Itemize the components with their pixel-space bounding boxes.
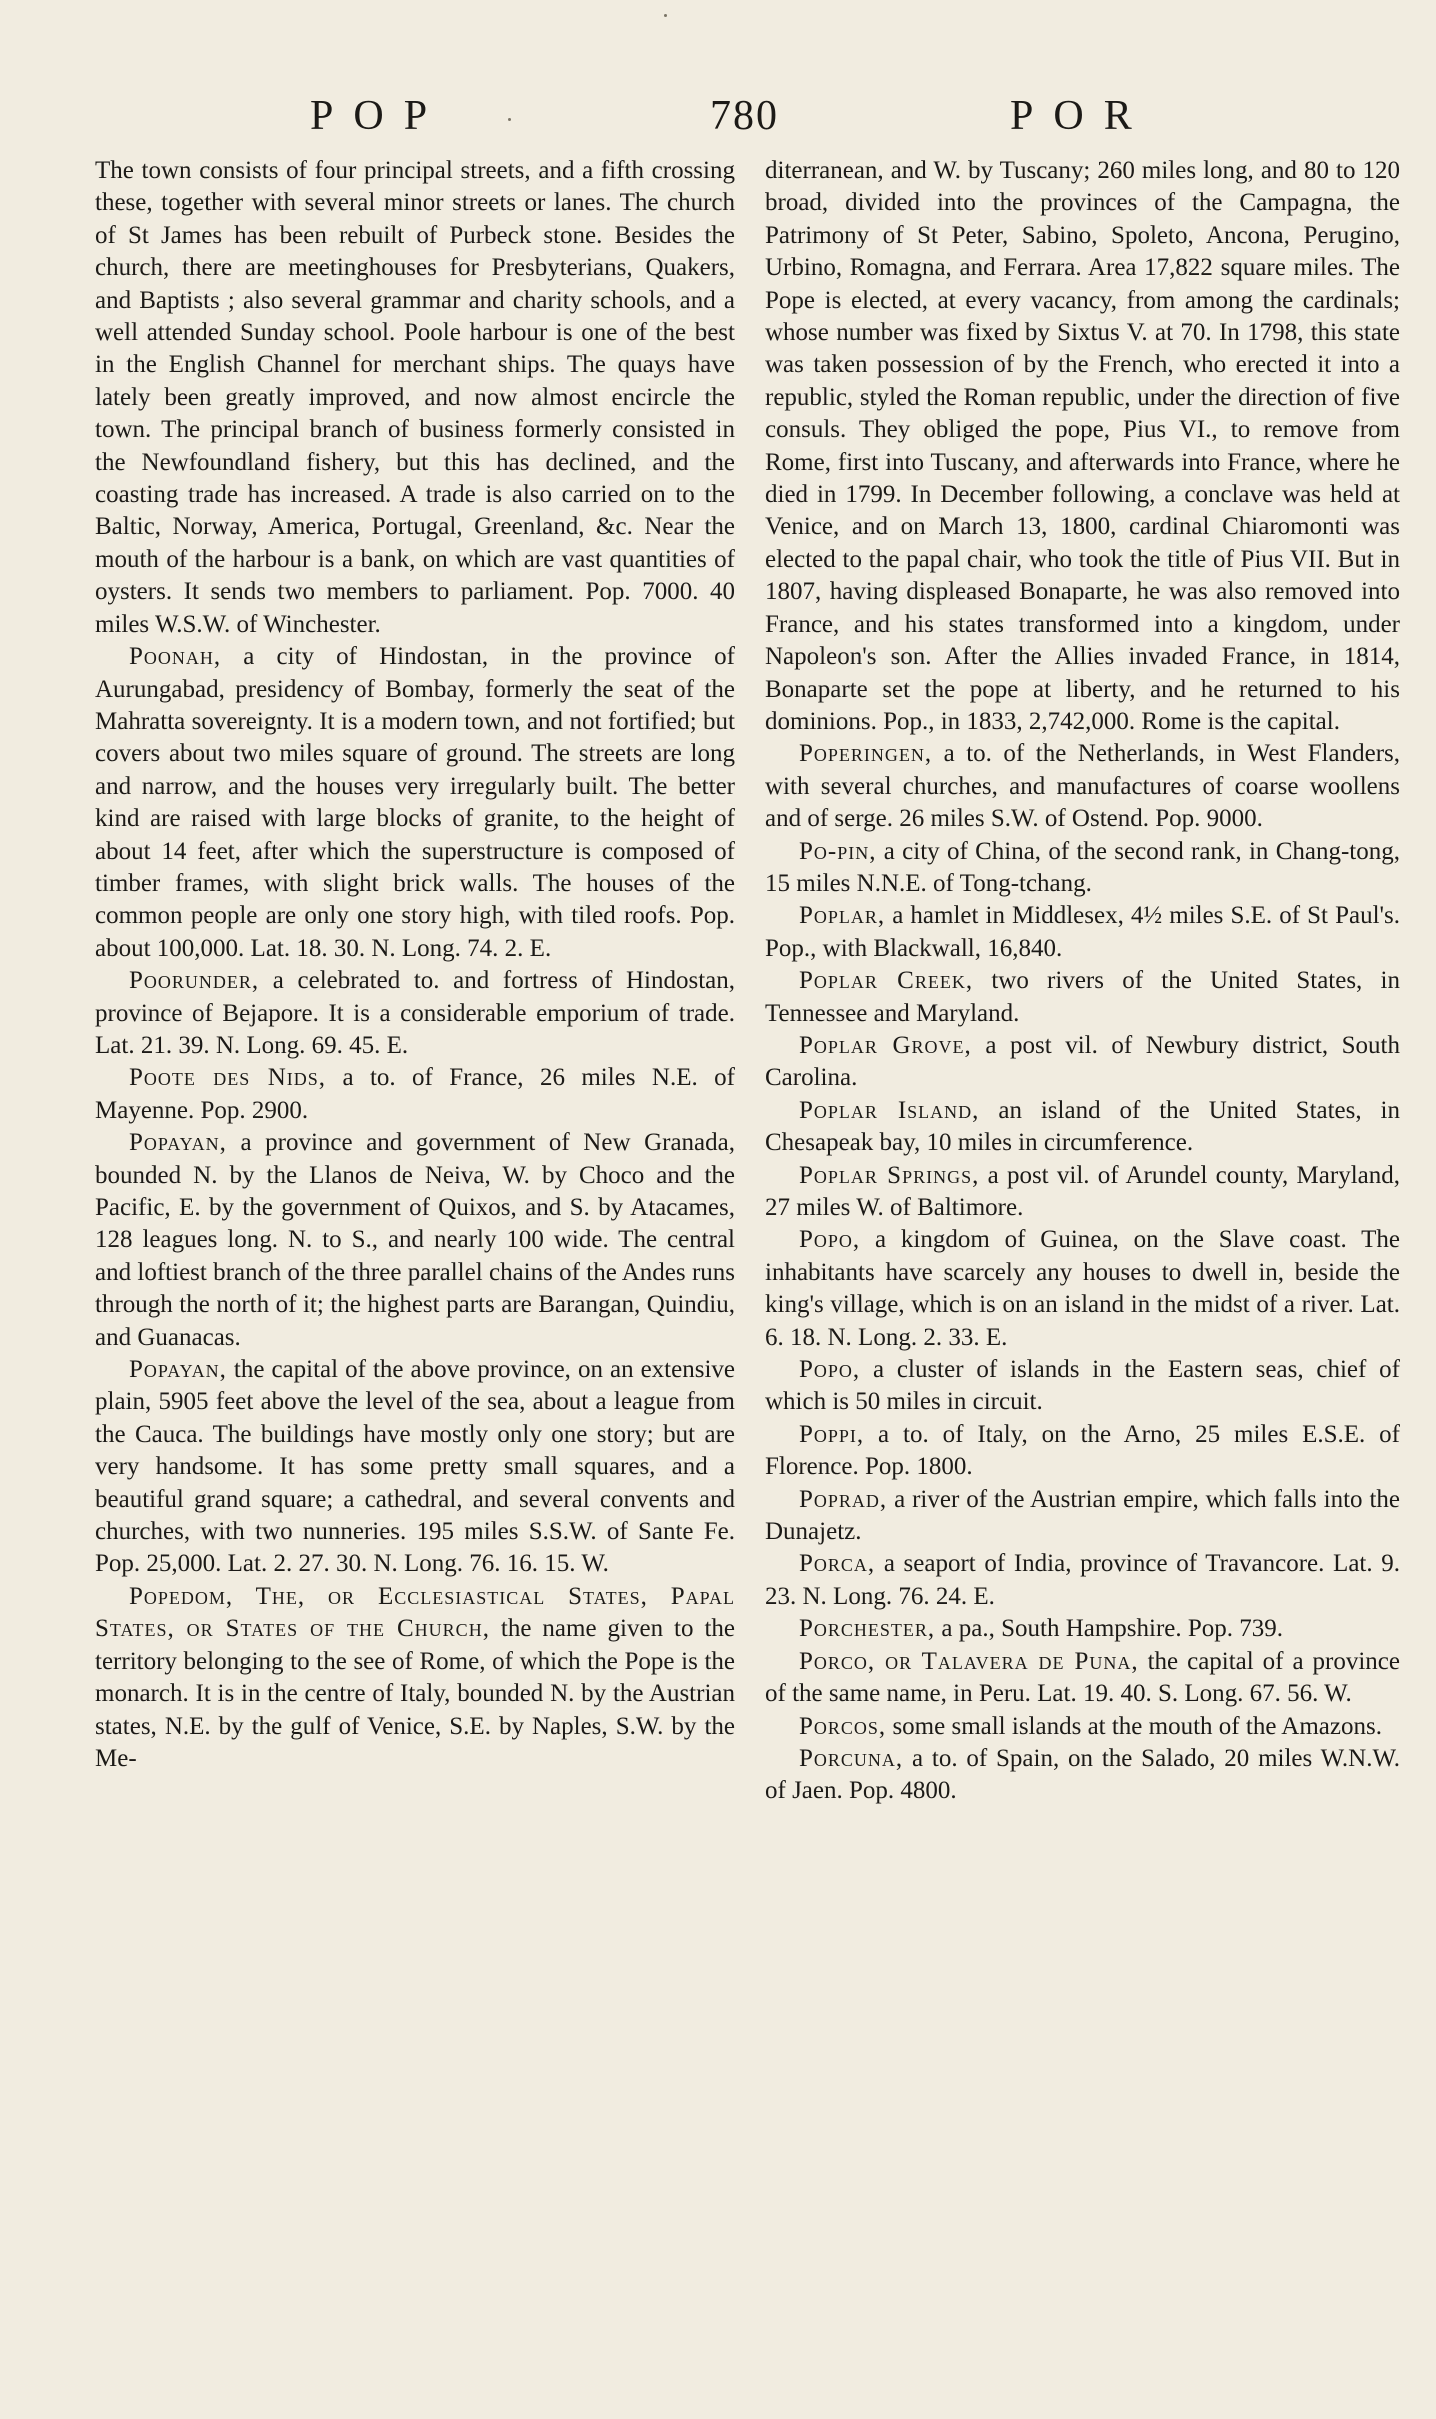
- entry-headword: Po-pin,: [799, 837, 877, 865]
- entry: [95, 1062, 735, 1127]
- entry-text: a seaport of India, province of Travancore. Lat. 9. 23. N. Long. 76. 24. E.: [765, 1550, 1400, 1610]
- entry: [765, 1354, 1400, 1419]
- entry-headword: Popo,: [799, 1356, 861, 1384]
- entry: [95, 1354, 735, 1581]
- running-header: [95, 92, 1350, 142]
- entry-text: some small islands at the mouth of the Amazons.: [886, 1712, 1382, 1740]
- entry-text: a to. of the Netherlands, in West Flanders, with several churches, and manufactures of coarse woollens and of serge. 26 miles S.W. of Ostend. Pop. 9000.: [765, 740, 1400, 833]
- paper-spot: [664, 14, 667, 17]
- entry: [765, 1095, 1400, 1160]
- header-right-guide-word: POR: [1010, 93, 1152, 139]
- entry-text: The town consists of four principal streets, and a fifth crossing these, together with several minor streets or lanes. The church of St James has been rebuilt of Purbeck stone. Besides the church, there are meetinghouses for Presbyterians, Quakers, and Baptists ; also several grammar and charity schools, and a well attended Sunday school. Poole harbour is one of the best in the English Channel for merchant ships. The quays have lately been greatly improved, and now almost encircle the town. The principal branch of business formerly consisted in the Newfoundland fishery, but this has declined, and the coasting trade has increased. A trade is also carried on to the Baltic, Norway, America, Portugal, Greenland, &c. Near the mouth of the harbour is a bank, on which are vast quantities of oysters. It sends two members to parliament. Pop. 7000. 40 miles W.S.W. of Winchester.: [95, 157, 735, 638]
- entry-headword: Poonah,: [129, 643, 222, 671]
- entry-text: a city of China, of the second rank, in Chang-tong, 15 miles N.N.E. of Tong-tchang.: [765, 837, 1400, 897]
- entry: [765, 900, 1400, 965]
- entry: [765, 965, 1400, 1030]
- entry: [765, 738, 1400, 835]
- entry-text: a cluster of islands in the Eastern seas, chief of which is 50 miles in circuit.: [765, 1356, 1400, 1416]
- entry-headword: Porca,: [799, 1550, 876, 1578]
- entry-headword: Poprad,: [799, 1485, 888, 1513]
- entry-text: a kingdom of Guinea, on the Slave coast. The inhabitants have scarcely any houses to dwell in, beside the king's village, which is on an island in the midst of a river. Lat. 6. 18. N. Long. 2. 33. E.: [765, 1226, 1400, 1351]
- entry-text: the name given to the territory belonging to the see of Rome, of which the Pope is the monarch. It is in the centre of Italy, bounded N. by the Austrian states, N.E. by the gulf of Venice, S.E. by Naples, S.W. by the Me-: [95, 1615, 735, 1772]
- entry-headword: Poplar Springs,: [799, 1161, 980, 1189]
- entry-headword: Poplar,: [799, 902, 886, 930]
- entry: [765, 1743, 1400, 1808]
- entry-headword: Popedom, The, or Ecclesiastical States, Papal States, or States of the Church,: [95, 1582, 735, 1643]
- entry: [765, 1224, 1400, 1354]
- entry: [765, 1160, 1400, 1225]
- right-column: [765, 155, 1400, 1808]
- entry: [765, 1646, 1400, 1711]
- entry: [95, 641, 735, 965]
- entry: [95, 965, 735, 1062]
- entry-text: a to. of Italy, on the Arno, 25 miles E.S.E. of Florence. Pop. 1800.: [765, 1420, 1400, 1481]
- entry-text: a post vil. of Arundel county, Maryland, 27 miles W. of Baltimore.: [765, 1161, 1400, 1221]
- entry-text: a to. of France, 26 miles N.E. of Mayenne. Pop. 2900.: [95, 1064, 735, 1124]
- entry: [765, 836, 1400, 901]
- header-left-guide-word: POP: [310, 93, 448, 139]
- entry-text: a pa., South Hampshire. Pop. 739.: [935, 1615, 1284, 1643]
- entry-text: a celebrated to. and fortress of Hindostan, province of Bejapore. It is a considerable emporium of trade. Lat. 21. 39. N. Long. 69. 45. E.: [95, 967, 735, 1059]
- entry-text: an island of the United States, in Chesapeak bay, 10 miles in circumference.: [765, 1096, 1400, 1157]
- entry-text: diterranean, and W. by Tuscany; 260 miles long, and 80 to 120 broad, divided into the provinces of the Campagna, the Patrimony of St Peter, Sabino, Spoleto, Ancona, Perugino, Urbino, Romagna, and Ferrara. Area 17,822 square miles. The Pope is elected, at every vacancy, from among the cardinals; whose number was fixed by Sixtus V. at 70. In 1798, this state was taken possession of by the French, who erected it into a republic, styled the Roman republic, under the direction of five consuls. They obliged the pope, Pius VI., to remove from Rome, first into Tuscany, and afterwards into France, where he died in 1799. In December following, a conclave was held at Venice, and on March 13, 1800, cardinal Chiaromonti was elected to the papal chair, who took the title of Pius VII. But in 1807, having displeased Bonaparte, he was also removed into France, and his states transformed into a kingdom, under Napoleon's son. After the Allies invaded France, in 1814, Bonaparte set the pope at liberty, and he returned to his dominions. Pop., in 1833, 2,742,000. Rome is the capital.: [765, 157, 1400, 735]
- entry: [95, 1581, 735, 1775]
- entry-text: a city of Hindostan, in the province of Aurungabad, presidency of Bombay, formerly the seat of the Mahratta sovereignty. It is a modern town, and not fortified; but covers about two miles square of ground. The streets are long and narrow, and the houses very irregularly built. The better kind are raised with large blocks of granite, to the height of about 14 feet, after which the superstructure is composed of timber frames, with slight brick walls. The houses of the common people are only one story high, with tiled roofs. Pop. about 100,000. Lat. 18. 30. N. Long. 74. 2. E.: [95, 643, 735, 962]
- entry-text: two rivers of the United States, in Tennessee and Maryland.: [765, 967, 1400, 1027]
- entry: [765, 1613, 1400, 1645]
- entry-headword: Poorunder,: [129, 967, 260, 995]
- entry: [765, 1548, 1400, 1613]
- entry-text: a river of the Austrian empire, which falls into the Dunajetz.: [765, 1485, 1400, 1546]
- entry-headword: Porchester,: [799, 1615, 936, 1643]
- entry-headword: Poplar Island,: [799, 1096, 980, 1124]
- entry-text: a to. of Spain, on the Salado, 20 miles W.N.W. of Jaen. Pop. 4800.: [765, 1744, 1400, 1805]
- entry-text: the capital of a province of the same name, in Peru. Lat. 19. 40. S. Long. 67. 56. W.: [765, 1647, 1400, 1708]
- entry: [95, 1127, 735, 1354]
- entry-headword: Poperingen,: [799, 740, 933, 768]
- left-column: [95, 155, 735, 1775]
- entry-headword: Popayan,: [129, 1129, 227, 1157]
- entry-text: a province and government of New Granada, bounded N. by the Llanos de Neiva, W. by Choco and the Pacific, E. by the government of Quixos, and S. by Atacames, 128 leagues long. N. to S., and nearly 100 wide. The central and loftiest branch of the three parallel chains of the Andes runs through the north of it; the highest parts are Barangan, Quindiu, and Guanacas.: [95, 1129, 735, 1351]
- entry-text: a post vil. of Newbury district, South Carolina.: [765, 1031, 1400, 1092]
- entry-headword: Popo,: [799, 1226, 861, 1254]
- entry-text: a hamlet in Middlesex, 4½ miles S.E. of St Paul's. Pop., with Blackwall, 16,840.: [765, 902, 1400, 962]
- entry-continuation: [95, 155, 735, 641]
- entry: [765, 1419, 1400, 1484]
- entry: [765, 1711, 1400, 1743]
- entry-headword: Popayan,: [129, 1356, 227, 1384]
- entry-continuation: [765, 155, 1400, 738]
- entry-headword: Porcuna,: [799, 1744, 904, 1772]
- entry: [765, 1030, 1400, 1095]
- entry-headword: Porco, or Talavera de Puna,: [799, 1647, 1139, 1675]
- entry-headword: Porcos,: [799, 1712, 887, 1740]
- page-number: 780: [710, 93, 779, 139]
- entry-headword: Poplar Grove,: [799, 1031, 972, 1059]
- entry-text: the capital of the above province, on an extensive plain, 5905 feet above the level of the sea, about a league from the Cauca. The buildings have mostly only one story; but are very handsome. It has some pretty small squares, and a beautiful grand square; a cathedral, and several convents and churches, with two nunneries. 195 miles S.S.W. of Sante Fe. Pop. 25,000. Lat. 2. 27. 30. N. Long. 76. 16. 15. W.: [95, 1356, 735, 1578]
- entry: [765, 1484, 1400, 1549]
- entry-headword: Poplar Creek,: [799, 967, 974, 995]
- entry-headword: Poote des Nids,: [129, 1064, 327, 1092]
- entry-headword: Poppi,: [799, 1420, 865, 1448]
